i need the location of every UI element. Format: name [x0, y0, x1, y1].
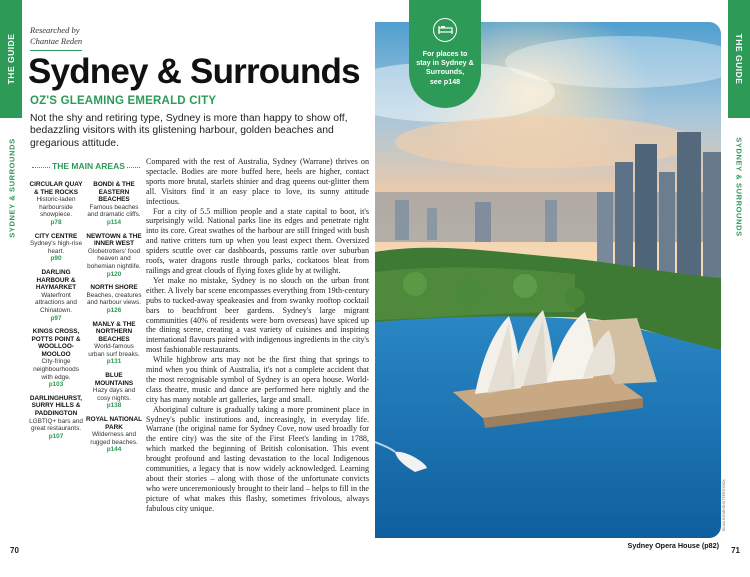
area-description: World-famous urban surf breaks.	[88, 343, 140, 358]
area-name: ROYAL NATIONAL PARK	[86, 416, 142, 431]
byline-rule	[30, 50, 82, 51]
main-areas-heading: THE MAIN AREAS	[52, 161, 125, 171]
page-subtitle: OZ'S GLEAMING EMERALD CITY	[30, 95, 217, 107]
area-name: CITY CENTRE	[34, 232, 78, 240]
callout-page-link[interactable]: see p148	[429, 76, 461, 86]
area-entry	[86, 416, 142, 454]
area-page-link[interactable]: p126	[106, 306, 122, 314]
callout-line: stay in Sydney &	[416, 58, 474, 68]
area-description: Famous beaches and dramatic cliffs.	[87, 203, 141, 219]
area-entry	[28, 395, 84, 441]
body-paragraph: For a city of 5.5 million people and a state capital to boot, it's surprisingly wild. National parks line its edges and penetrate right into its core. Great swathes of the harbour are still fringed with bush and native critters turn up when you least expect them. Oversized spiders scuttle over car dashboards, possums rattle over suburban roofs, water dragons rustle through parks, cockatoos bleat from railings and great clouds of flying foxes glide by at twilight.	[146, 206, 369, 275]
area-entry	[28, 233, 84, 263]
side-section-label-right	[732, 135, 746, 239]
area-entry	[86, 284, 142, 314]
area-description: Sydney's high-rise heart.	[29, 240, 82, 255]
side-tab-label: THE GUIDE	[6, 33, 16, 85]
body-paragraph: While highbrow arts may not be the first thing that springs to mind when you think of Australia, it's not a complete accident that the most recognisable symbol of Sydney is an opera house. World-class theatre, music and dance are performed here nightly and the city has many notable art galleries, large and small.	[146, 355, 369, 404]
area-name: DARLINGHURST, SURRY HILLS & PADDINGTON	[29, 394, 83, 418]
area-description: Historic-laden harbourside showpiece.	[36, 196, 76, 219]
bed-icon	[433, 18, 457, 42]
area-description: Beaches, creatures and harbour views.	[86, 291, 142, 307]
area-entry	[86, 321, 142, 367]
area-page-link[interactable]: p90	[50, 255, 62, 263]
area-page-link[interactable]: p138	[106, 402, 122, 410]
area-description: Waterfront attractions and Chinatown.	[35, 291, 77, 314]
side-tab-label: THE GUIDE	[734, 33, 744, 85]
area-description: Globetrotters' food heaven and bohemian nightlife.	[87, 247, 141, 270]
area-name: KINGS CROSS, POTTS POINT & WOOLLOO-MOOLOO	[31, 328, 81, 358]
area-entry	[28, 181, 84, 227]
area-name: DARLING HARBOUR & HAYMARKET	[35, 268, 77, 292]
area-name: BONDI & THE EASTERN BEACHES	[93, 181, 135, 204]
side-section-text: SYDNEY & SURROUNDS	[7, 138, 17, 238]
area-entry	[86, 233, 142, 279]
area-description: Hazy days and cosy nights.	[92, 387, 136, 402]
area-page-link[interactable]: p97	[50, 314, 62, 322]
body-paragraph: Compared with the rest of Australia, Sydney (Warrane) thrives on spectacle. Bodies are more buffed here, heels are higher, contact sports more brutal, starlets shinier and drag queens out-glitter them all. Visitors find it an easy place to love, its sunny attitude infectious.	[146, 157, 369, 206]
byline	[30, 25, 82, 47]
places-to-stay-callout[interactable]	[409, 0, 481, 108]
page-number-left: 70	[10, 546, 19, 555]
side-section-text: SYDNEY & SURROUNDS	[734, 137, 744, 237]
page-title: Sydney & Surrounds	[28, 52, 360, 91]
area-page-link[interactable]: p103	[48, 381, 64, 389]
side-section-label-left	[5, 138, 19, 238]
area-entry	[28, 269, 84, 322]
body-paragraph: Yet make no mistake, Sydney is no slouch on the urban front either. A lively bar scene encompasses everything from 19th-century pubs to tucked-away speakeasies and from swanky rooftop cocktail bars to beachfront beer gardens. Sydney's large migrant communities (40% of residents were born overseas) have spiced up the dining scene, creating a vast variety of cuisines and inspiring international flavours paired with indigenous ingredients in the city's most fashionable restaurants.	[146, 275, 369, 355]
area-name: MANLY & THE NORTHERN BEACHES	[92, 320, 136, 343]
area-name: CIRCULAR QUAY & THE ROCKS	[29, 181, 83, 196]
area-description: LGBTIQ+ bars and great restaurants.	[29, 417, 83, 433]
main-areas-column-1	[28, 181, 84, 446]
callout-line: For places to	[422, 49, 468, 58]
photo-credit	[720, 470, 728, 540]
body-text-column	[146, 157, 369, 514]
area-page-link[interactable]: p131	[106, 358, 122, 366]
callout-text	[413, 49, 477, 86]
area-page-link[interactable]: p144	[106, 446, 122, 454]
callout-line: Surrounds,	[425, 67, 465, 77]
main-areas-column-2	[86, 181, 142, 460]
page-number-right: 71	[731, 546, 740, 555]
area-name: NEWTOWN & THE INNER WEST	[86, 232, 142, 248]
area-entry	[28, 328, 84, 389]
area-page-link[interactable]: p107	[48, 432, 64, 440]
photo-credit-text: ELIAS BITAR/SHUTTERSTOCK	[722, 479, 726, 531]
byline-author: Chantae Reden	[30, 36, 83, 46]
area-name: BLUE MOUNTAINS	[94, 372, 134, 387]
intro-paragraph: Not the shy and retiring type, Sydney is more than happy to show off, bedazzling visitors with its glistening harbour, golden beaches and gregarious attitude.	[30, 113, 348, 149]
area-entry	[86, 372, 142, 410]
area-description: City-fringe neighbourhoods with edge.	[33, 358, 79, 381]
body-paragraph: Aboriginal culture is gradually taking a more prominent place in Sydney's public institutions and, increasingly, in everyday life. Warrane (the original name for Sydney Cove, now used broadly for the entire city) was the site of the First Fleet's landing in 1788, which marked the beginning of British colonisation. This event brought profound and lasting devastation to the local Indigenous communities, a legacy that is now widely acknowledged. Learning about their stories – along with those of the unfortunate convicts who were unceremoniously brought to their land – helps to fill in the picture of what makes this flashy, sometimes frivolous, always fabulous city unique.	[146, 404, 369, 513]
main-areas-heading-block	[32, 161, 140, 173]
area-description: Wilderness and rugged beaches.	[90, 431, 138, 446]
side-tab-the-guide-right	[728, 0, 750, 118]
side-tab-the-guide-left	[0, 0, 22, 118]
area-page-link[interactable]: p120	[106, 270, 122, 278]
area-page-link[interactable]: p78	[50, 218, 62, 226]
photo-caption: Sydney Opera House (p82)	[627, 541, 719, 550]
bed-icon-svg	[435, 19, 456, 40]
byline-line-1: Researched by	[30, 25, 80, 35]
area-entry	[86, 181, 142, 227]
area-name: NORTH SHORE	[90, 284, 138, 292]
area-page-link[interactable]: p114	[106, 218, 122, 226]
